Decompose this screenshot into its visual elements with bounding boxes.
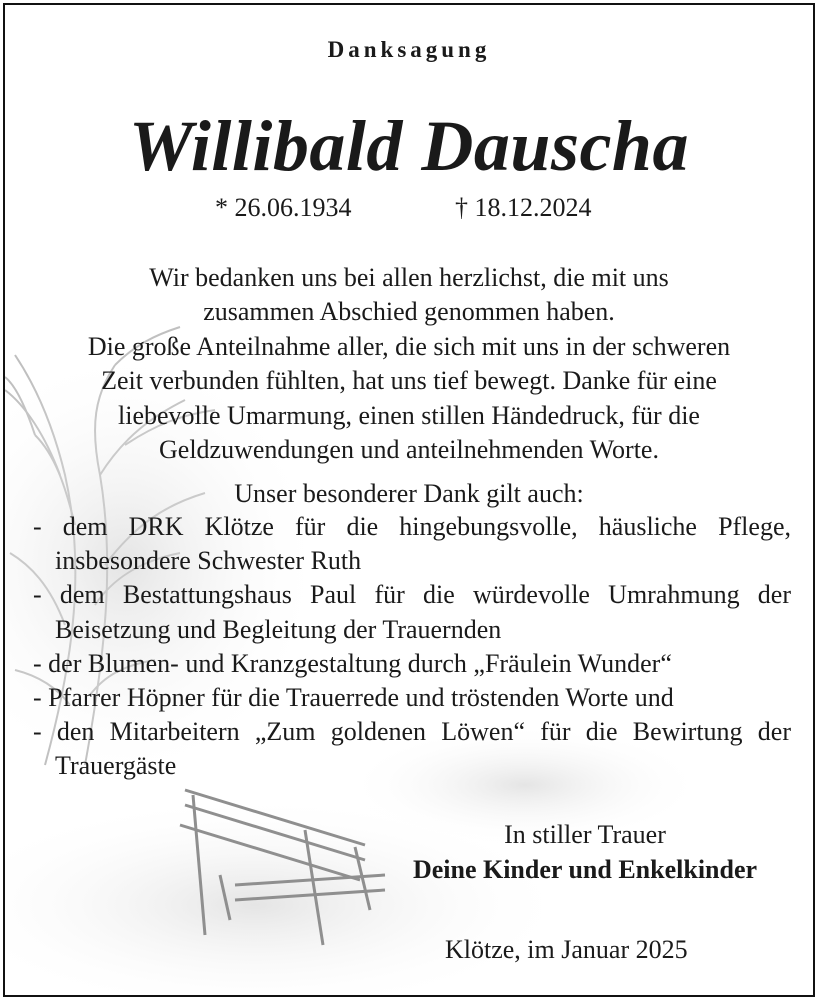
special-thanks-list bbox=[33, 510, 791, 784]
place-and-date: Klötze, im Januar 2025 bbox=[445, 935, 688, 964]
thanks-paragraph bbox=[35, 261, 783, 467]
special-thanks-intro: Unser besonderer Dank gilt auch: bbox=[234, 479, 584, 508]
thanks-line: Die große Anteilnahme aller, die sich mit uns in der schweren bbox=[87, 331, 731, 361]
birth-date: * 26.06.1934 bbox=[215, 193, 352, 222]
notice-heading: Danksagung bbox=[327, 37, 491, 62]
list-item: - dem Bestattungshaus Paul für die würdevolle Umrahmung der Beisetzung und Begleitung der Trauernden bbox=[33, 580, 791, 644]
list-item: - der Blumen- und Kranzgestaltung durch „Fräulein Wunder“ bbox=[33, 648, 672, 678]
death-date: † 18.12.2024 bbox=[455, 193, 592, 222]
obituary-frame bbox=[3, 3, 815, 997]
thanks-line: Wir bedanken uns bei allen herzlichst, die mit uns bbox=[149, 263, 669, 292]
thanks-line: liebevolle Umarmung, einen stillen Händedruck, für die bbox=[118, 400, 700, 430]
thanks-line: zusammen Abschied genommen haben. bbox=[203, 297, 615, 327]
deceased-name: Willibald Dauscha bbox=[129, 106, 689, 186]
mourning-line: In stiller Trauer bbox=[504, 820, 666, 849]
signature: Deine Kinder und Enkelkinder bbox=[412, 855, 758, 884]
mourning-block bbox=[385, 817, 785, 887]
list-item: - dem DRK Klötze für die hingebungsvolle, häusliche Pflege, insbesondere Schwester Ruth bbox=[33, 512, 791, 576]
thanks-line: Zeit verbunden fühlten, hat uns tief bewegt. Danke für eine bbox=[101, 366, 717, 396]
list-item: - den Mitarbeitern „Zum goldenen Löwen“ für die Bewirtung der Trauergäste bbox=[33, 717, 791, 781]
thanks-line: Geldzuwendungen und anteilnehmenden Worte. bbox=[159, 435, 659, 465]
list-item: - Pfarrer Höpner für die Trauerrede und tröstenden Worte und bbox=[33, 683, 674, 713]
